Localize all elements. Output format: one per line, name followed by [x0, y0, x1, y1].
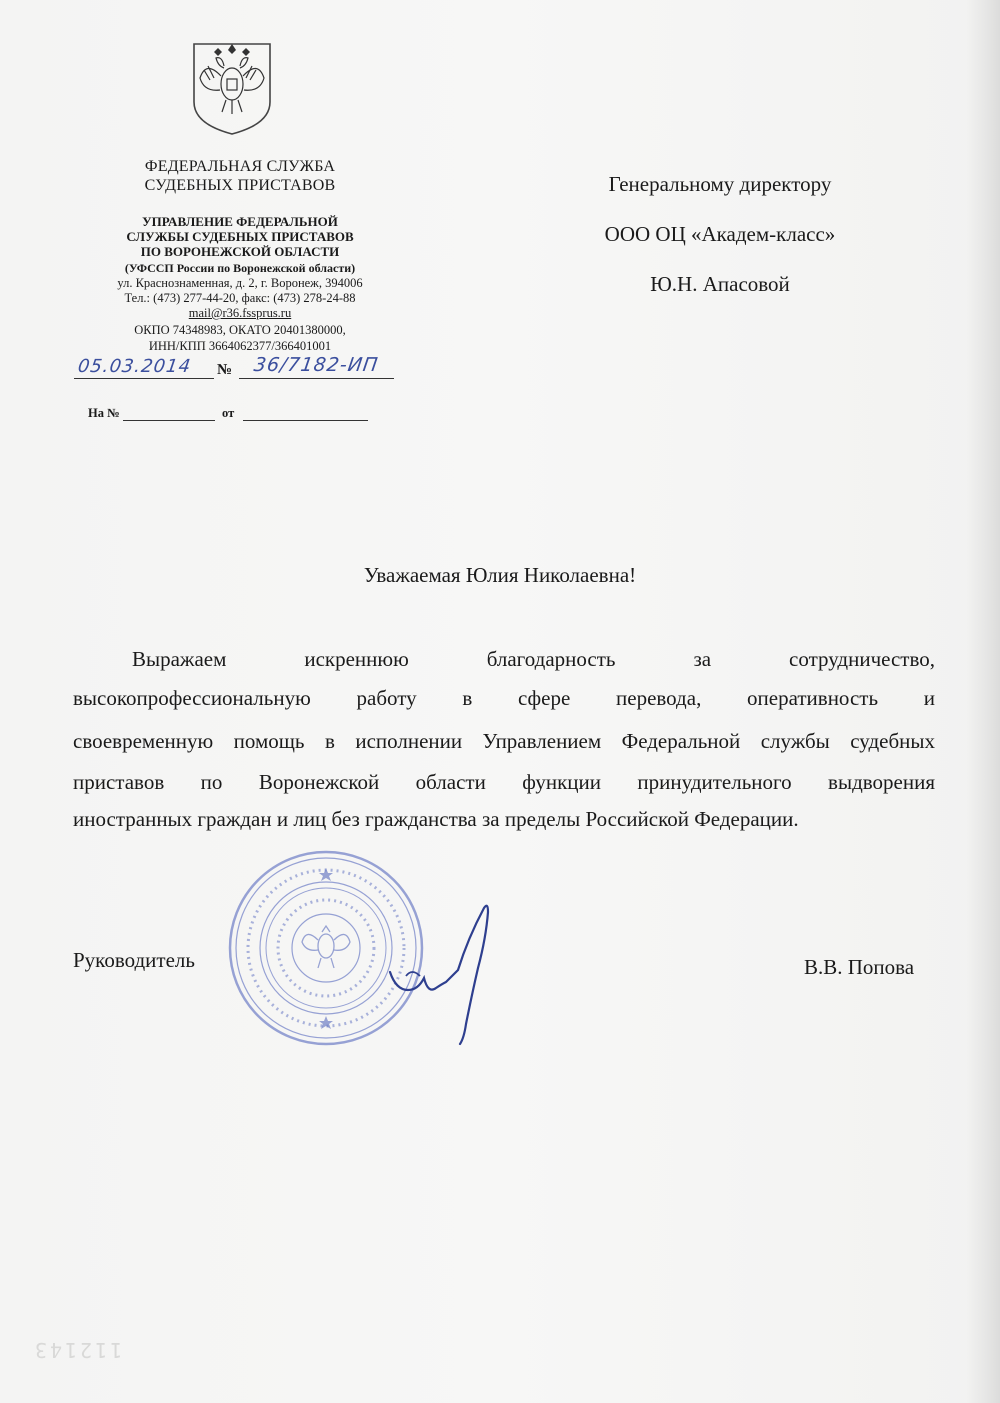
number-underline — [239, 378, 394, 379]
department-line2: СЛУЖБЫ СУДЕБНЫХ ПРИСТАВОВ — [126, 229, 354, 244]
registration-date: 05.03.2014 — [76, 356, 193, 377]
department-short-name: (УФССП России по Воронежской области) — [124, 261, 356, 275]
form-serial-number: 112143 — [32, 1338, 123, 1362]
registration-line — [74, 354, 394, 382]
phone-fax: Тел.: (473) 277-44-20, факс: (473) 278-24-88 — [124, 291, 356, 305]
body-line: Выражаем искреннюю благодарность за сотрудничество, — [132, 647, 935, 671]
signatory-title: Руководитель — [73, 948, 195, 972]
reference-number-blank — [123, 420, 215, 421]
body-line: высокопрофессиональную работу в сфере перевода, оперативность и — [73, 686, 935, 710]
reference-number-label: На № — [88, 406, 120, 420]
reference-date-blank — [243, 420, 368, 421]
signatory-name: В.В. Попова — [804, 955, 915, 979]
date-underline — [74, 378, 214, 379]
agency-name-line1: ФЕДЕРАЛЬНАЯ СЛУЖБА — [144, 158, 336, 175]
postal-address: ул. Краснознаменная, д. 2, г. Воронеж, 394006 — [117, 276, 363, 290]
addressee-name: Ю.Н. Апасовой — [650, 272, 790, 296]
addressee-company: ООО ОЦ «Академ-класс» — [604, 222, 836, 246]
body-line: своевременную помощь в исполнении Управлением Федеральной службы судебных — [73, 729, 935, 753]
handwritten-signature-icon — [388, 898, 498, 1046]
inn-kpp-codes: ИНН/КПП 3664062377/366401001 — [148, 339, 332, 353]
addressee-position: Генеральному директору — [608, 172, 832, 196]
okpo-okato-codes: ОКПО 74348983, ОКАТО 20401380000, — [134, 323, 346, 337]
russian-coat-of-arms-icon — [190, 40, 274, 136]
salutation: Уважаемая Юлия Николаевна! — [363, 563, 637, 587]
body-line: иностранных граждан и лиц без гражданства за пределы Российской Федерации. — [73, 807, 799, 831]
registration-number: 36/7182-ИП — [252, 354, 380, 376]
department-line3: ПО ВОРОНЕЖСКОЙ ОБЛАСТИ — [140, 244, 340, 259]
department-line1: УПРАВЛЕНИЕ ФЕДЕРАЛЬНОЙ — [142, 214, 338, 229]
agency-name-line2: СУДЕБНЫХ ПРИСТАВОВ — [144, 177, 336, 194]
number-sign: № — [217, 362, 233, 378]
reference-date-label: от — [222, 406, 235, 420]
page-shadow-edge — [966, 0, 1000, 1403]
email-address: mail@r36.fssprus.ru — [188, 306, 292, 320]
body-line: приставов по Воронежской области функции принудительного выдворения — [73, 770, 935, 794]
